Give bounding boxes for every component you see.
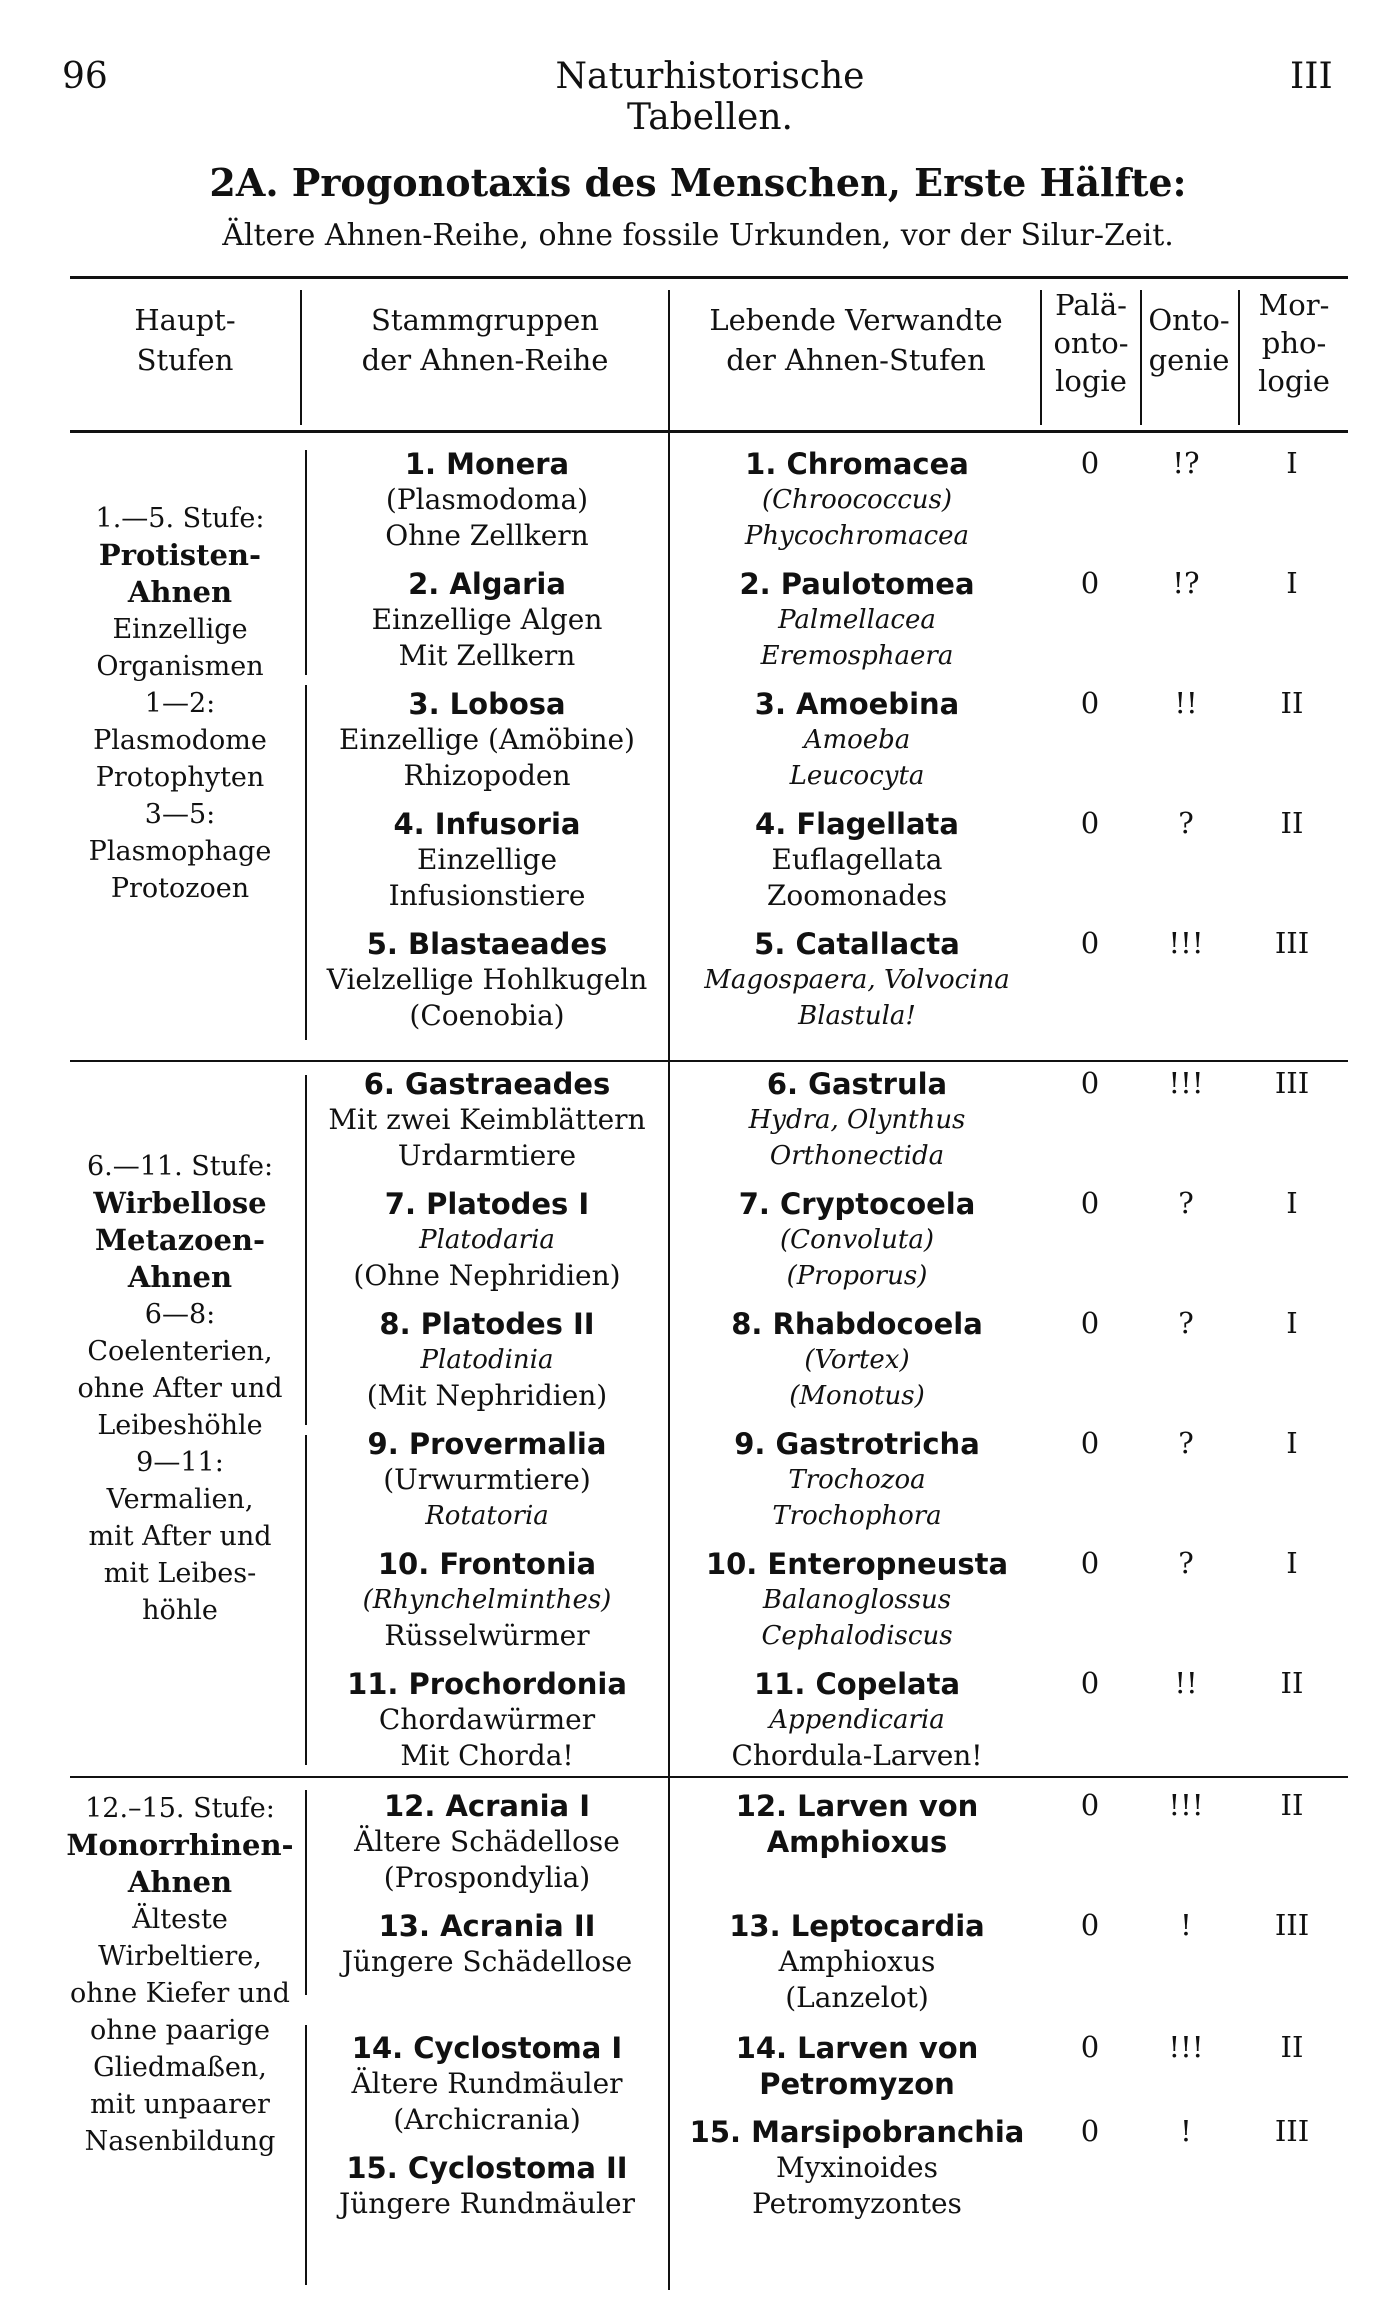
column-header-paleontology: Palä- onto- logie <box>1053 288 1129 398</box>
morphology-value: II <box>1280 686 1304 720</box>
section-number: III <box>1290 56 1333 97</box>
table-row-group: 7. Platodes I Platodaria (Ohne Nephridien) <box>353 1187 621 1292</box>
paleontology-value: 0 <box>1080 926 1100 960</box>
morphology-value: I <box>1286 1186 1298 1220</box>
morphology-value: II <box>1280 2030 1304 2064</box>
table-subtitle: Ältere Ahnen-Reihe, ohne fossile Urkunden, vor der Silur-Zeit. <box>222 218 1174 253</box>
table-row-group: 2. Algaria Einzellige Algen Mit Zellkern <box>371 567 603 672</box>
column-header-morphology: Mor- pho- logie <box>1258 288 1330 398</box>
ontogeny-value: !!! <box>1168 2030 1204 2064</box>
table-row-group: 6. Gastraeades Mit zwei Keimblättern Urdarmtiere <box>328 1067 646 1172</box>
paleontology-value: 0 <box>1080 1788 1100 1822</box>
morphology-value: III <box>1274 1908 1310 1942</box>
paleontology-value: 0 <box>1080 806 1100 840</box>
table-row-group: 10. Frontonia (Rhynchelminthes) Rüsselwürmer <box>362 1547 612 1652</box>
table-row-living: 10. Enteropneusta Balanoglossus Cephalodiscus <box>705 1547 1009 1651</box>
table-row-group: 14. Cyclostoma I Ältere Rundmäuler (Archicrania) <box>351 2031 623 2136</box>
table-row-living: 12. Larven von Amphioxus <box>735 1789 979 1859</box>
morphology-value: II <box>1280 806 1304 840</box>
page-number: 96 <box>62 56 108 97</box>
section-divider <box>70 1776 1348 1778</box>
paleontology-value: 0 <box>1080 2114 1100 2148</box>
morphology-value: II <box>1280 1666 1304 1700</box>
running-title: Naturhistorische Tabellen. <box>555 56 865 138</box>
paleontology-value: 0 <box>1080 686 1100 720</box>
morphology-value: III <box>1274 1066 1310 1100</box>
paleontology-value: 0 <box>1080 1908 1100 1942</box>
column-divider <box>300 290 302 425</box>
table-row-living: 2. Paulotomea Palmellacea Eremosphaera <box>739 567 975 671</box>
table-row-living: 9. Gastrotricha Trochozoa Trochophora <box>734 1427 980 1531</box>
table-row-group: 5. Blastaeades Vielzellige Hohlkugeln (Coenobia) <box>326 927 648 1032</box>
ontogeny-value: ? <box>1178 1186 1194 1220</box>
table-row-living: 3. Amoebina Amoeba Leucocyta <box>754 687 960 791</box>
morphology-value: I <box>1286 1546 1298 1580</box>
table-row-group: 15. Cyclostoma II Jüngere Rundmäuler <box>339 2151 635 2220</box>
table-header-rule <box>70 430 1348 433</box>
table-row-group: 9. Provermalia (Urwurmtiere) Rotatoria <box>367 1427 607 1531</box>
column-header-ontogeny: Onto- genie <box>1148 303 1230 377</box>
paleontology-value: 0 <box>1080 1666 1100 1700</box>
table-row-living: 13. Leptocardia Amphioxus (Lanzelot) <box>729 1909 985 2014</box>
stage-label-monorrhine: 12.–15. Stufe: Monorrhinen- Ahnen Älteste Wirbeltiere, ohne Kiefer und ohne paarige Gliedmaßen, mit unpaarer Nasenbildung <box>66 1793 294 2157</box>
paleontology-value: 0 <box>1080 1066 1100 1100</box>
stage-label-invertebrate: 6.—11. Stufe: Wirbellose Metazoen- Ahnen 6—8: Coelenterien, ohne After und Leibeshöhle 9—11: Vermalien, mit After und mit Leibes- höhle <box>77 1151 283 1626</box>
ontogeny-value: !? <box>1172 446 1200 480</box>
ontogeny-value: ? <box>1178 1546 1194 1580</box>
table-row-living: 1. Chromacea (Chroococcus) Phycochromacea <box>744 447 970 551</box>
morphology-value: I <box>1286 446 1298 480</box>
table-top-rule <box>70 276 1348 279</box>
stage-label-protist: 1.—5. Stufe: Protisten- Ahnen Einzellige Organismen 1—2: Plasmodome Protophyten 3—5: Plasmophage Protozoen <box>88 503 272 904</box>
paleontology-value: 0 <box>1080 566 1100 600</box>
paleontology-value: 0 <box>1080 1426 1100 1460</box>
table-row-group: 3. Lobosa Einzellige (Amöbine) Rhizopoden <box>339 687 635 792</box>
ontogeny-value: !!! <box>1168 1788 1204 1822</box>
paleontology-value: 0 <box>1080 446 1100 480</box>
table-row-group: 11. Prochordonia Chordawürmer Mit Chorda! <box>347 1667 627 1772</box>
table-row-living: 4. Flagellata Euflagellata Zoomonades <box>755 807 959 912</box>
morphology-value: II <box>1280 1788 1304 1822</box>
table-title: 2A. Progonotaxis des Menschen, Erste Hälfte: <box>209 160 1187 205</box>
ontogeny-value: ! <box>1180 2114 1192 2148</box>
column-divider <box>1040 290 1042 425</box>
ontogeny-value: !? <box>1172 566 1200 600</box>
paleontology-value: 0 <box>1080 2030 1100 2064</box>
table-row-group: 1. Monera (Plasmodoma) Ohne Zellkern <box>385 447 589 552</box>
column-header-groups: Stammgruppen der Ahnen-Reihe <box>361 303 609 377</box>
table-row-living: 7. Cryptocoela (Convoluta) (Proporus) <box>738 1187 976 1291</box>
table-row-living: 8. Rhabdocoela (Vortex) (Monotus) <box>731 1307 983 1411</box>
table-row-living: 14. Larven von Petromyzon <box>735 2031 979 2101</box>
ontogeny-value: !! <box>1174 686 1198 720</box>
morphology-value: III <box>1274 2114 1310 2148</box>
paleontology-value: 0 <box>1080 1546 1100 1580</box>
ontogeny-value: !!! <box>1168 1066 1204 1100</box>
table-row-group: 4. Infusoria Einzellige Infusionstiere <box>388 807 586 912</box>
table-row-living: 5. Catallacta Magospaera, Volvocina Blastula! <box>704 927 1010 1031</box>
ontogeny-value: ? <box>1178 1426 1194 1460</box>
paleontology-value: 0 <box>1080 1186 1100 1220</box>
table-row-group: 12. Acrania I Ältere Schädellose (Prospondylia) <box>354 1789 620 1894</box>
table-row-group: 8. Platodes II Platodinia (Mit Nephridien) <box>366 1307 608 1412</box>
table-row-living: 6. Gastrula Hydra, Olynthus Orthonectida <box>748 1067 966 1171</box>
paleontology-value: 0 <box>1080 1306 1100 1340</box>
column-header-living: Lebende Verwandte der Ahnen-Stufen <box>709 303 1003 377</box>
morphology-value: I <box>1286 1426 1298 1460</box>
ontogeny-value: ! <box>1180 1908 1192 1942</box>
table-row-living: 11. Copelata Appendicaria Chordula-Larven! <box>731 1667 983 1772</box>
ontogeny-value: !!! <box>1168 926 1204 960</box>
morphology-value: I <box>1286 566 1298 600</box>
column-header-stages: Haupt- Stufen <box>134 303 236 377</box>
morphology-value: I <box>1286 1306 1298 1340</box>
table-row-group: 13. Acrania II Jüngere Schädellose <box>341 1909 633 1978</box>
table-row-living: 15. Marsipobranchia Myxinoides Petromyzontes <box>689 2115 1025 2220</box>
ontogeny-value: !! <box>1174 1666 1198 1700</box>
ontogeny-value: ? <box>1178 1306 1194 1340</box>
section-divider <box>70 1060 1348 1062</box>
morphology-value: III <box>1274 926 1310 960</box>
ontogeny-value: ? <box>1178 806 1194 840</box>
